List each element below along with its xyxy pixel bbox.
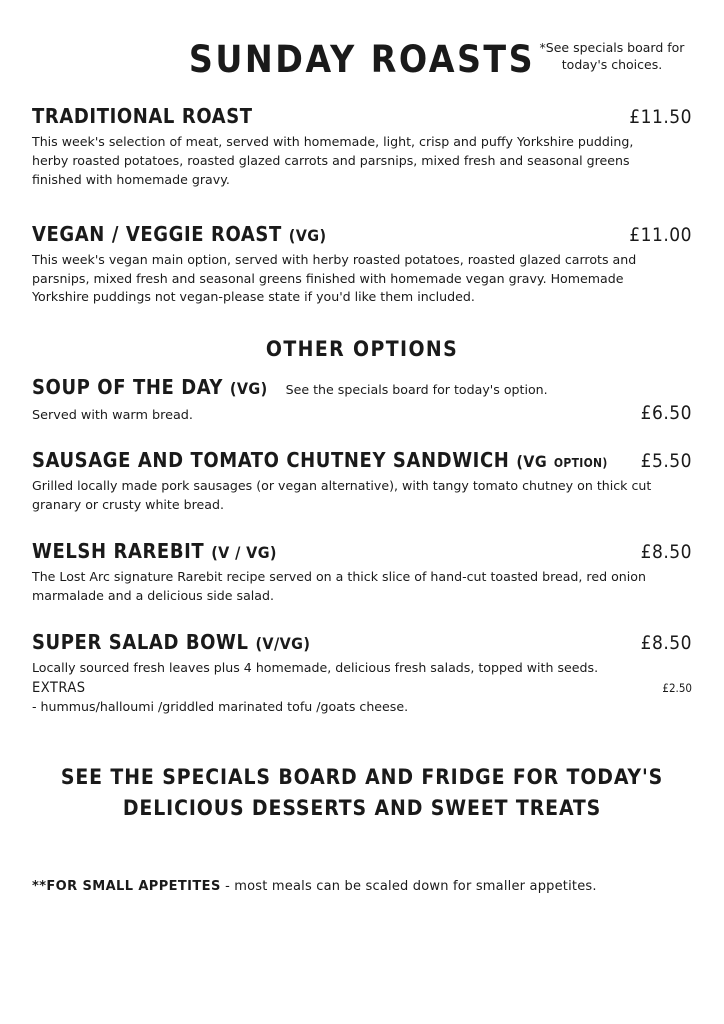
menu-item-diet-tag: (V/VG) — [255, 633, 311, 653]
menu-item-price: £11.50 — [629, 106, 692, 128]
menu-item-diet-tag: (VG — [516, 452, 548, 472]
footer-specials-block — [32, 762, 692, 825]
footnote-text: - most meals can be scaled down for smaller appetites. — [220, 878, 597, 894]
menu-item-header — [32, 222, 692, 246]
menu-item-price: £8.50 — [640, 541, 692, 564]
menu-item-diet-tag: (VG) — [229, 379, 268, 399]
menu-item-diet-tag: (VG) — [288, 225, 327, 245]
spacer — [32, 430, 692, 448]
menu-item-price: £6.50 — [640, 402, 692, 425]
menu-item-header — [32, 448, 692, 472]
menu-item-header — [32, 375, 692, 399]
page-title: SUNDAY ROASTS — [188, 38, 536, 81]
menu-item-sausage-tomato-chutney-sandwich — [32, 448, 692, 515]
menu-item-name-text: SUPER SALAD BOWL — [32, 629, 249, 654]
menu-item-vegan-veggie-roast — [32, 222, 692, 308]
menu-item-name: TRADITIONAL ROAST — [32, 104, 253, 128]
extras-price: £2.50 — [662, 680, 692, 695]
menu-item-description: This week's selection of meat, served with homemade, light, crisp and puffy Yorkshire pudding, herby roasted potatoes, roasted glazed carrots and parsnips, mixed fresh and seasonal greens finished with homemade gravy. — [32, 134, 634, 187]
footnote-label: **FOR SMALL APPETITES — [32, 878, 221, 894]
extras-header — [32, 680, 692, 696]
menu-item-name — [32, 630, 310, 654]
spacer — [32, 521, 692, 539]
menu-header — [0, 0, 724, 104]
menu-item-name-text: WELSH RAREBIT — [32, 539, 205, 564]
menu-item-welsh-rarebit — [32, 539, 692, 606]
menu-content — [0, 104, 724, 894]
section-title-other-options: OTHER OPTIONS — [265, 337, 459, 362]
menu-item-header — [32, 539, 692, 563]
menu-item-description: Grilled locally made pork sausages (or vegan alternative), with tangy tomato chutney on thick cut granary or crusty white bread. — [32, 478, 652, 513]
menu-item-description: Locally sourced fresh leaves plus 4 homemade, delicious fresh salads, topped with seeds. — [32, 659, 599, 675]
menu-item-description: Served with warm bread. — [32, 408, 193, 424]
menu-item-name-text: VEGAN / VEGGIE ROAST — [32, 221, 282, 246]
menu-item-serving-row — [32, 402, 692, 424]
menu-item-price: £8.50 — [640, 631, 692, 654]
menu-item-name — [32, 222, 326, 246]
menu-item-name — [32, 539, 277, 563]
menu-item-name-text: SOUP OF THE DAY — [32, 375, 224, 400]
footer-line-1: SEE THE SPECIALS BOARD AND FRIDGE FOR TODAY'S — [60, 764, 664, 789]
menu-item-traditional-roast — [32, 104, 692, 190]
extras-description: - hummus/halloumi /griddled marinated tofu /goats cheese. — [32, 698, 409, 714]
extras-label: EXTRAS — [32, 679, 86, 696]
spacer — [32, 196, 692, 222]
menu-item-price: £11.00 — [629, 223, 692, 246]
menu-item-note: See the specials board for today's option. — [285, 382, 548, 398]
menu-item-header — [32, 104, 692, 128]
menu-item-diet-tag: (V / VG) — [211, 543, 277, 563]
menu-item-name — [32, 375, 268, 399]
menu-item-description: This week's vegan main option, served with herby roasted potatoes, roasted glazed carrots and parsnips, mixed fresh and seasonal greens finished with homemade vegan gravy. Homemade Yorkshire puddings not vegan-please state if you'd like them included. — [32, 251, 637, 305]
menu-item-price: £5.50 — [640, 450, 692, 473]
menu-item-soup-of-the-day — [32, 375, 692, 424]
menu-item-header — [32, 630, 692, 654]
footer-line-2: DELICIOUS DESSERTS AND SWEET TREATS — [122, 796, 602, 821]
spacer — [32, 612, 692, 630]
footnote-small-appetites — [32, 879, 692, 894]
menu-item-name — [32, 448, 608, 472]
menu-item-diet-tag-option: OPTION) — [553, 456, 608, 471]
menu-item-description: The Lost Arc signature Rarebit recipe served on a thick slice of hand-cut toasted bread, red onion marmalade and a delicious side salad. — [32, 569, 646, 604]
menu-item-super-salad-bowl — [32, 630, 692, 714]
specials-board-note: *See specials board for today's choices. — [539, 40, 685, 72]
menu-item-name-text: SAUSAGE AND TOMATO CHUTNEY SANDWICH — [32, 448, 510, 473]
